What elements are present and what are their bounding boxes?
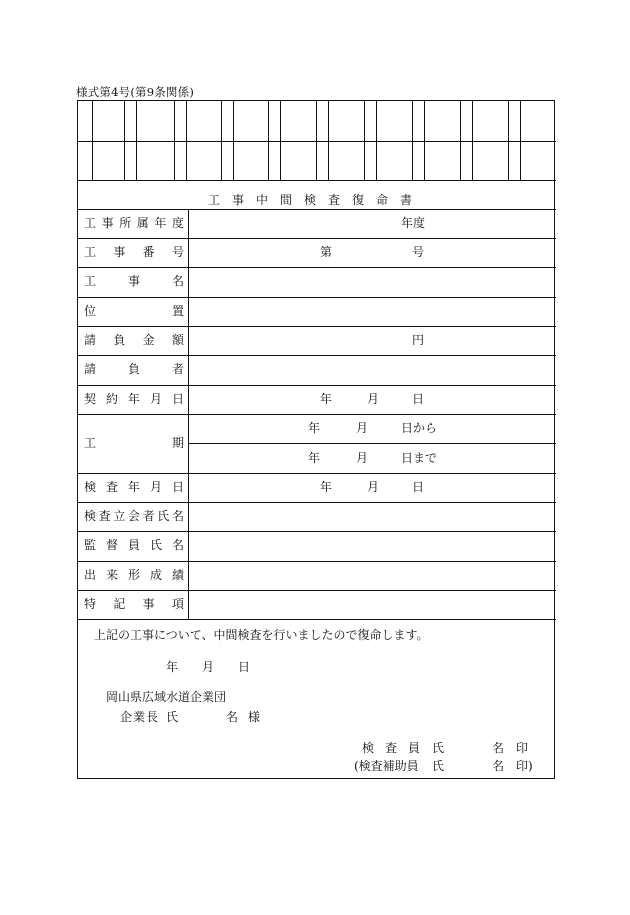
label-char: 査 [98,509,111,523]
inspector-role: 検査員 [362,741,432,755]
label-char: 位 [84,304,97,318]
row-label-remarks [84,598,184,610]
inspection-date-day: 日 [412,480,425,494]
label-char: 検 [84,480,97,494]
label-char: 請 [84,362,97,376]
row-label-fiscal-year [84,217,184,229]
report-date-day: 日 [238,660,251,674]
row-label-term [84,437,184,449]
label-char: 度 [171,216,184,230]
label-char: 日 [171,480,184,494]
stamp-line [174,101,175,181]
label-char: 年 [127,392,140,406]
label-char: 工 [84,245,97,259]
stamp-line [316,101,317,181]
stamp-line [424,101,425,181]
row-label-workmanship [84,569,184,581]
report-statement: 上記の工事について、中間検査を行いましたので復命します。 [94,628,429,642]
stamp-line [136,101,137,181]
label-char: 事 [127,274,140,288]
stamp-line [520,101,521,181]
label-char: 査 [105,480,118,494]
label-char: 番 [142,245,155,259]
row-divider [78,238,556,239]
label-char: 氏 [157,509,170,523]
row-divider [78,531,556,532]
row-label-inspection-date [84,481,184,493]
row-divider [78,355,556,356]
assistant-mei: 名 [492,759,505,773]
label-char: 所 [119,216,132,230]
contract-date-month: 月 [367,392,380,406]
inspector-mei: 名 [492,741,505,755]
inspection-date-year: 年 [320,480,333,494]
label-char: 年 [127,480,140,494]
label-char: 検 [84,509,97,523]
stamp-line [376,101,377,181]
label-char: 工 [84,216,97,230]
addressee-mei: 名 [226,710,239,724]
row-divider [78,473,556,474]
row-divider [78,414,556,415]
report-form [77,100,555,779]
label-char: 績 [171,568,184,582]
stamp-line [233,101,234,181]
stamp-line [221,101,222,181]
report-date-month: 月 [202,660,215,674]
label-char: 工 [84,436,97,450]
term-end-month: 月 [356,451,369,465]
label-char: 名 [171,538,184,552]
label-char: 月 [149,480,162,494]
row-divider [78,590,556,591]
project-number-prefix: 第 [320,245,333,259]
inspector-seal: 印 [516,741,529,755]
row-label-supervisor-name [84,539,184,551]
assistant-seal: 印) [516,759,533,773]
addressee-shi: 氏 [166,710,179,724]
addressee-title: 企業長 [120,710,160,724]
stamp-line [472,101,473,181]
row-label-contract-amount [84,334,184,346]
row-divider [78,619,556,620]
report-date-year: 年 [166,660,179,674]
row-label-project-name [84,275,184,287]
assistant-role: (検査補助員 [354,759,419,773]
label-char: 負 [127,362,140,376]
contract-date-year: 年 [320,392,333,406]
term-start-month: 月 [356,421,369,435]
row-label-contract-date [84,393,184,405]
stamp-line [412,101,413,181]
stamp-grid-bottom [78,180,556,181]
label-char: 項 [171,597,184,611]
label-char: 事 [142,597,155,611]
label-char: 契 [84,392,97,406]
label-char: 来 [105,568,118,582]
addressee-sama: 様 [248,710,261,724]
label-char: 工 [84,274,97,288]
label-char: 者 [142,509,155,523]
row-divider [78,297,556,298]
inspector-shi: 氏 [432,741,445,755]
term-row-divider [188,443,556,444]
row-divider [78,326,556,327]
inspection-date-month: 月 [367,480,380,494]
label-char: 置 [171,304,184,318]
label-char: 請 [84,333,97,347]
label-char: 監 [84,538,97,552]
label-char: 日 [171,392,184,406]
label-char: 事 [101,216,114,230]
term-end-year: 年 [308,451,321,465]
row-divider [78,267,556,268]
amount-unit: 円 [412,333,425,347]
label-char: 事 [113,245,126,259]
row-label-location [84,305,184,317]
label-char: 月 [149,392,162,406]
row-divider [78,385,556,386]
row-label-witness-name [84,510,184,522]
term-end-day: 日まで [401,451,438,465]
stamp-grid-divider [78,141,556,142]
row-label-project-number [84,246,184,258]
label-char: 形 [127,568,140,582]
label-char: 号 [171,245,184,259]
label-char: 約 [105,392,118,406]
stamp-line [508,101,509,181]
row-divider [78,209,556,210]
stamp-line [280,101,281,181]
label-char: 負 [113,333,126,347]
label-char: 員 [127,538,140,552]
label-char: 特 [84,597,97,611]
fiscal-year-suffix: 年度 [401,216,426,230]
label-char: 名 [171,274,184,288]
project-number-suffix: 号 [412,245,425,259]
label-char: 属 [136,216,149,230]
stamp-line [328,101,329,181]
label-char: 立 [113,509,126,523]
label-char: 年 [154,216,167,230]
label-char: 成 [149,568,162,582]
stamp-line [460,101,461,181]
label-char: 名 [171,509,184,523]
label-char: 氏 [149,538,162,552]
document-title: 工事中間検査復命書 [207,193,424,207]
stamp-line [124,101,125,181]
label-char: 額 [171,333,184,347]
term-start-year: 年 [308,421,321,435]
stamp-line [364,101,365,181]
row-divider [78,561,556,562]
assistant-shi: 氏 [432,759,445,773]
label-char: 金 [142,333,155,347]
row-divider [78,502,556,503]
contract-date-day: 日 [412,392,425,406]
stamp-line [268,101,269,181]
label-char: 会 [127,509,140,523]
label-char: 記 [113,597,126,611]
label-char: 出 [84,568,97,582]
row-label-contractor [84,363,184,375]
label-char: 督 [105,538,118,552]
stamp-line [92,101,93,181]
stamp-line [186,101,187,181]
term-start-day: 日から [401,421,438,435]
label-char: 期 [171,436,184,450]
label-char: 者 [171,362,184,376]
organization-name: 岡山県広域水道企業団 [106,690,227,704]
label-column-divider [188,209,189,619]
form-number-label: 様式第4号(第9条関係) [76,85,195,99]
